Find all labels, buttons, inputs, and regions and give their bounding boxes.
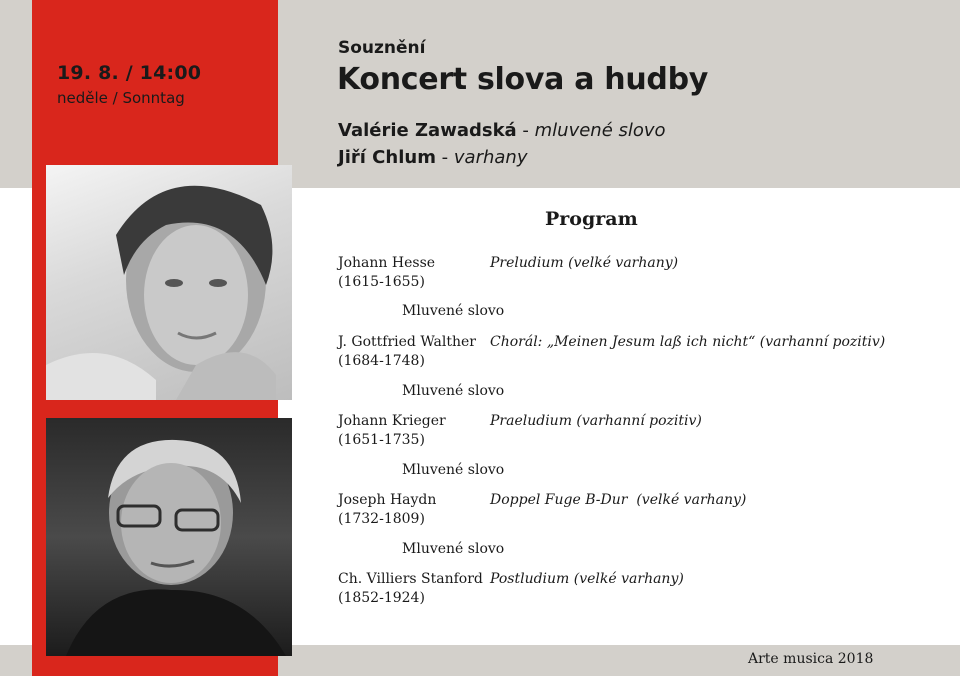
performer-name: Jiří Chlum: [338, 147, 436, 168]
program-years: (1852-1924): [338, 590, 425, 606]
program-spoken-word: Mluvené slovo: [402, 462, 505, 478]
program-work: Preludium (velké varhany): [490, 255, 679, 271]
program-spoken-word: Mluvené slovo: [402, 303, 505, 319]
portrait-woman-photo: [46, 165, 292, 400]
performer-role: varhany: [453, 147, 528, 168]
program-work: Doppel Fuge B-Dur (velké varhany): [490, 492, 747, 508]
program-years: (1732-1809): [338, 511, 425, 527]
program-composer: J. Gottfried Walther: [338, 334, 476, 350]
program-composer: Ch. Villiers Stanford: [338, 571, 483, 587]
portrait-man-photo: [46, 418, 292, 656]
program-composer: Johann Hesse: [338, 255, 436, 271]
program-composer: Johann Krieger: [338, 413, 446, 429]
performer-role: mluvené slovo: [534, 120, 666, 141]
performer-name: Valérie Zawadská: [338, 120, 517, 141]
program-spoken-word: Mluvené slovo: [402, 541, 505, 557]
program-work: Chorál: „Meinen Jesum laß ich nicht“ (varhanní pozitiv): [490, 334, 886, 350]
program-work: Praeludium (varhanní pozitiv): [490, 413, 702, 429]
series-title: Souznění: [338, 38, 426, 58]
program-years: (1684-1748): [338, 353, 425, 369]
program-heading: Program: [545, 208, 638, 230]
program-composer: Joseph Haydn: [338, 492, 437, 508]
event-date-time: 19. 8. / 14:00: [57, 62, 202, 84]
program-years: (1651-1735): [338, 432, 425, 448]
concert-title: Koncert slova a hudby: [337, 62, 709, 97]
program-spoken-word: Mluvené slovo: [402, 383, 505, 399]
performer-2: [338, 147, 528, 168]
program-years: (1615-1655): [338, 274, 425, 290]
event-day: neděle / Sonntag: [57, 89, 185, 107]
performer-1: [338, 120, 666, 141]
footer-credit: Arte musica 2018: [748, 651, 874, 667]
performer-separator: -: [435, 147, 454, 168]
program-work: Postludium (velké varhany): [490, 571, 684, 587]
performer-separator: -: [516, 120, 535, 141]
